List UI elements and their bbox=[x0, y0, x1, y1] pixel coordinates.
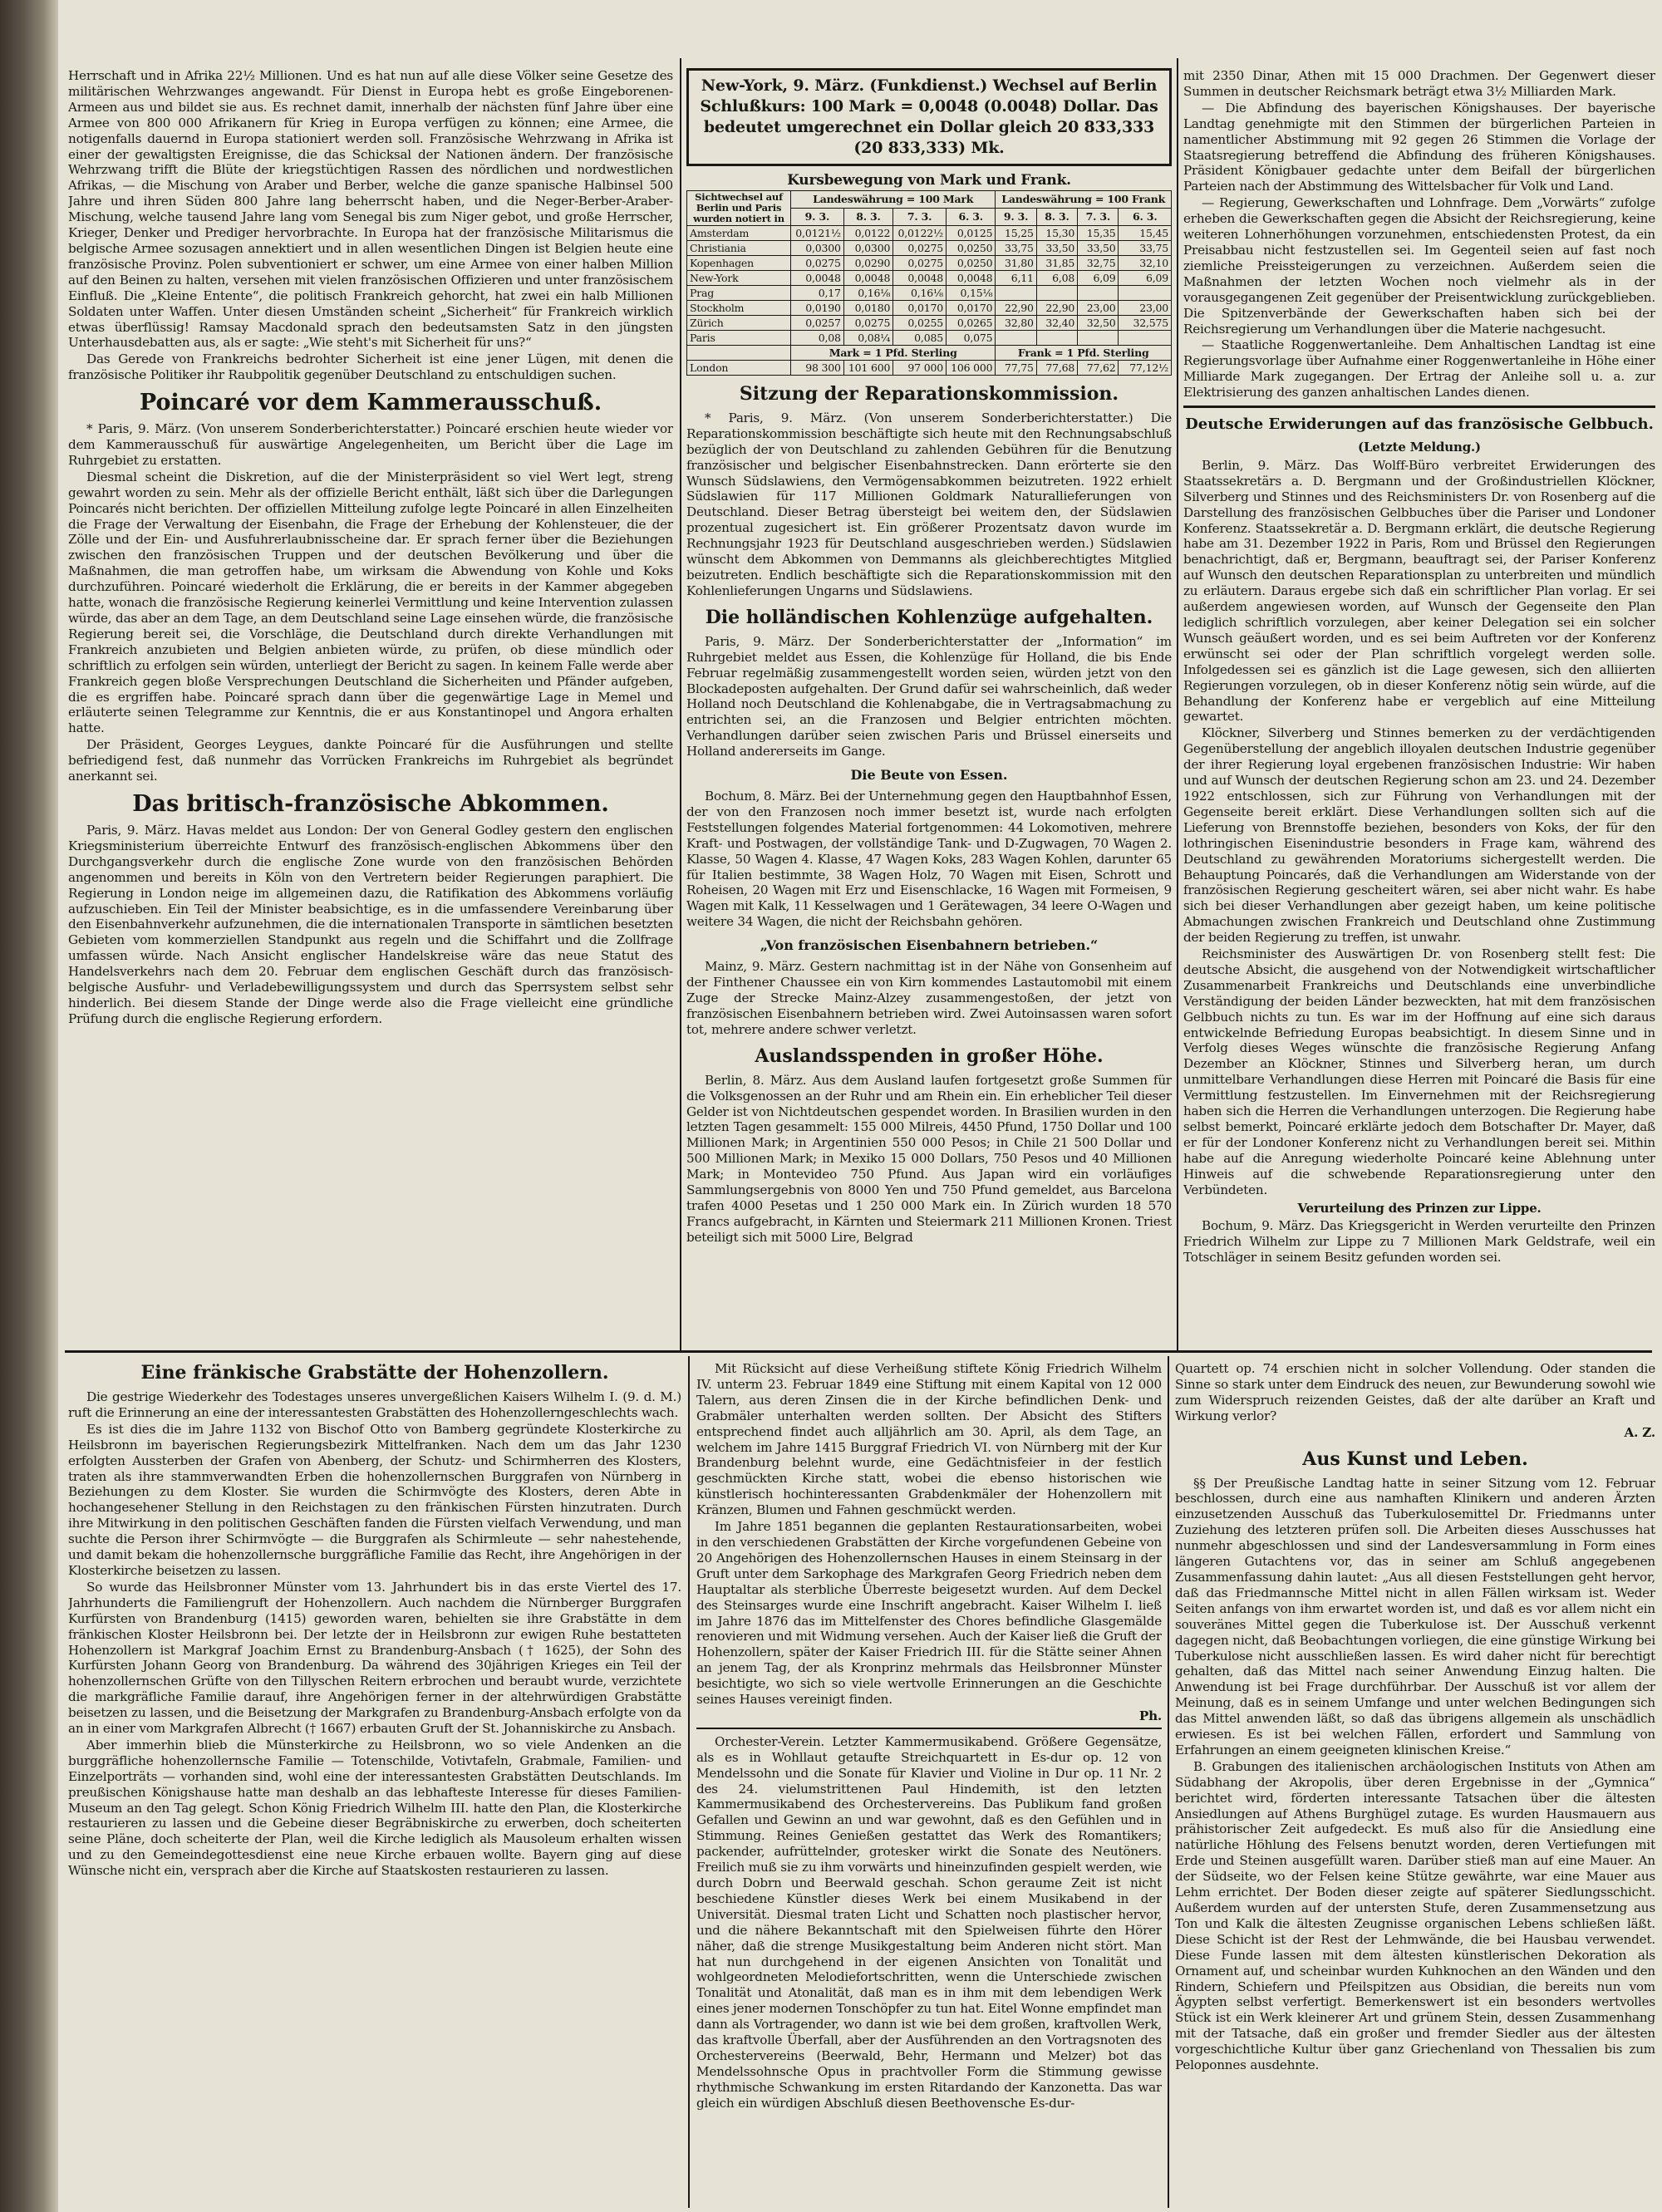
rates-cell bbox=[1119, 330, 1172, 345]
exchange-rate-box: New-York, 9. März. (Funkdienst.) Wechsel auf Berlin Schlußkurs: 100 Mark = 0,0048 (0.0048) Dollar. Das bedeutet umgerechnet ein Dollar gleich 20 833,333 (20 833,333) Mk. bbox=[686, 68, 1172, 166]
subheadline-latest-report: (Letzte Meldung.) bbox=[1358, 440, 1481, 455]
rates-cell: 32,80 bbox=[996, 315, 1036, 330]
rates-london-label: London bbox=[687, 360, 791, 375]
rates-london-cell: 77,62 bbox=[1078, 360, 1119, 375]
headline-british-french: Das britisch-französische Abkommen. bbox=[132, 790, 609, 817]
rates-cell: 32,575 bbox=[1119, 315, 1172, 330]
article-text: — Staatliche Roggenwertanleihe. Dem Anhaltischen Landtag ist eine Regierungsvorlage über Aufnahme einer Roggenwertanleihe in Höhe einer Milliarde Mark zugegangen. Der Ertrag der Anleihe soll u. a. zur Elektrisierung des ganzen anhaltischen Landes dienen. bbox=[1183, 337, 1655, 401]
rates-city: Paris bbox=[687, 330, 791, 345]
rates-date: 9. 3. bbox=[996, 208, 1036, 225]
rates-city: New-York bbox=[687, 270, 791, 285]
rates-cell bbox=[1078, 330, 1119, 345]
article-text: Paris, 9. März. Der Sonderberichterstatter der „Information“ im Ruhrgebiet meldet aus Essen, die Kohlenzüge für Holland, die bis Ende Februar regelmäßig zusammengestellt worden seien, würden jetzt von den Blockadeposten aufgehalten. Der Grund dafür sei wahrscheinlich, daß weder Holland noch Deutschland die Kohlenabgabe, die in Vertragsabmachung zu entrichten sei, an die Franzosen und Belgier entrichten möchten. Verhandlungen darüber seien zwischen Paris und Brüssel einerseits und Holland andererseits im Gange. bbox=[686, 633, 1172, 759]
rates-cell: 0,16⅛ bbox=[843, 285, 892, 300]
article-text: Orchester-Verein. Letzter Kammermusikabend. Größere Gegensätze, als es in Wohllaut getaufte Streichquartett in Es-dur op. 12 von Mendelssohn und die Sonate für Klavier und Violine in Dur op. 11 Nr. 2 des 24. vielumstrittenen Paul Hindemith, ist den letzten Kammermusikabend des Orchestervereins. Das Publikum fand großen Gefallen und Gewinn an und war gewohnt, daß es den Gefühlen und in Stimmung. Reines Genießen gestattet das Werk des Romantikers; packender, aufrüttelnder, grotesker wirkt die Sonate des Neutöners. Freilich muß sie zu ihm vorwärts und hineinzufinden gespielt werden, wie durch Dobrn und Beerwald geschah. Schon geraume Zeit ist nicht beschiedene Künstler dieses Werk bei einem Musikabend in der Universität. Diesmal traten Licht und Schatten noch plastischer hervor, und die nähere Bekanntschaft mit den Spielweisen führte den Hörer näher, daß die strenge Musikgestaltung beim Anderen nicht stört. Man hat nun durchgehend in der eigenen Ansichten von Tonalität und wohlgeordneten Melodiefortschritten, wenn die Unterschiede zwischen Tonalität und Atonalität, daß man es in ihm mit dem lebendigen Werk eines jener modernen Tonschöpfer zu tun hat. Eitel Wonne empfindet man dann als Vortragender, wo dann ist wie bei dem großen, kraftvollen Werk, das kraftvolle Überfall, aber der Ausführenden an den Vortragsnoten des Orchestervereins (Beerwald, Behr, Hermann und Melzer) bot das Mendelssohnsche Opus in prachtvoller Form die Stimmung gewisse rhythmische Schwankung im ersten Ritardando der Kanzonetta. Das war gleich ein würdigen Abschluß diesen Beethovensche Es-dur- bbox=[696, 1733, 1162, 2111]
article-text: Im Jahre 1851 begannen die geplanten Restaurationsarbeiten, wobei in den verschiedenen Grabstätten der Kirche vorgefundenen Gebeine von 20 Angehörigen des Hohenzollernschen Hauses in einem Steinsarg in der Gruft unter dem Sarkophage des Markgrafen Georg Friedrich neben dem Hauptaltar als sterbliche Überreste beigesetzt wurden. Auf dem Deckel des Steinsarges wurde eine Inschrift angebracht. Kaiser Wilhelm I. ließ im Jahre 1876 das im Mittelfenster des Chores befindliche Glasgemälde renovieren und mit Widmung versehen. Auch der Kaiser ließ die Gruft der Hohenzollern, später der Kaiser Friedrich III. für die Stätte seiner Ahnen an jenem Tag, der als Kronprinz mehrmals das Heilsbronner Münster besichtigte, wo sich so viele wertvolle Erinnerungen an die Geschichte seines Hauses vereinigt finden. bbox=[696, 1519, 1162, 1708]
rates-cell: 31,85 bbox=[1036, 255, 1077, 270]
article-text: Aber immerhin blieb die Münsterkirche zu Heilsbronn, wo so viele Andenken an die burggräfliche hohenzollernsche Familie — Totenschilde, Votivtafeln, Grabmale, Familien- und Einzelporträts — vorhanden sind, wohl eine der interessantesten Grabstätten Deutschlands. Im preußischen Königshause hatte man deshalb an das lebhafteste Interesse für dieses Familien-Museum an den Tag gelegt. Schon König Friedrich Wilhelm III. hatte den Plan, die Klosterkirche restaurieren zu lassen und die Gebeine dieser Begräbniskirche zu erwerben, doch scheiterten seine Pläne, doch scheiterte der Plan, weil die Kirche lediglich als Mausoleum erhalten wissen und zu den Gemeindegottesdienst eine neue Kirche erbauen wollte. Bayern ging auf diese Wünsche nicht ein, versprach aber die Kirche auf Staatskosten restaurieren zu lassen. bbox=[68, 1737, 681, 1879]
headline-poincare: Poincaré vor dem Kammerausschuß. bbox=[139, 390, 602, 416]
rates-cell: 32,40 bbox=[1036, 315, 1077, 330]
rates-london-cell: 98 300 bbox=[791, 360, 844, 375]
article-text: Berlin, 9. März. Das Wolff-Büro verbreitet Erwiderungen des Staatssekretärs a. D. Bergmann und der Großindustriellen Klöckner, Silverberg und Stinnes und des Reichsministers Dr. von Rosenberg auf die Darstellung des französischen Gelbbuches über die Pariser und Londoner Konferenz. Staatssekretär a. D. Bergmann erklärt, die deutsche Regierung habe am 31. Dezember 1922 in Paris, Rom und Brüssel den Regierungen benachrichtigt, daß er, Bergmann, beauftragt sei, der Pariser Konferenz auf Wunsch den deutschen Reparationsplan zu unterbreiten und mündlich zu erläutern. Daraus ergebe sich daß ein schriftlicher Plan vorlag. Er sei außerdem angewiesen worden, auf Wunsch der Gegenseite den Plan lediglich schriftlich vorzulegen, aber keiner Delegation sei ein solcher Wunsch geäußert worden, und es sei beim Auftreten vor der Konferenz erwünscht sei oder der Plan schriftlich vorgelegt werden solle. Infolgedessen sei es gänzlich ist die Lage gewesen, sich den alliierten Regierungen vorzulegen, ob in dieser Konferenz nötig sein würde, auf die Behandlung der Konferenz habe er vergeblich auf eine Mitteilung gewartet. bbox=[1183, 457, 1655, 725]
article-text: * Paris, 9. März. (Von unserem Sonderberichterstatter.) Die Reparationskommission beschäftigte sich heute mit den Rechnungsabschluß bezüglich der von Deutschland zu zahlenden Gebühren für die Benutzung französischer und belgischer Eisenbahnstrecken. Dann erörterte sie den Wunsch Südslawiens, den Vermögensabkommen beizutreten. 1922 erhielt Südslawien für 117 Millionen Goldmark Naturallieferungen von Deutschland. Dieser Betrag übersteigt bei weitem den, der Südslawien prozentual zugesichert ist. Ein größerer Prozentsatz davon wurde im Rechnungsjahr 1923 für Deutschland ausgeschrieben werden.) Südslawien wünscht dem Abkommen von Demmanns als gleichberechtigtes Mitglied beizutreten. Endlich beschäftigte sich die Reparationskommission mit den Kohlenlieferungen Ungarns und Südslawiens. bbox=[686, 410, 1172, 598]
rates-cell: 0,0300 bbox=[843, 240, 892, 255]
rates-cell bbox=[996, 285, 1036, 300]
rates-cell: 0,0275 bbox=[893, 255, 947, 270]
rates-cell: 15,35 bbox=[1078, 225, 1119, 240]
article-text: Mainz, 9. März. Gestern nachmittag ist in der Nähe von Gonsenheim auf der Finthener Chaussee ein von Kirn kommendes Lastautomobil mit einem Zuge der Strecke Mainz-Alzey zusammengestoßen, der jetzt von französischen Eisenbahnern betrieben wird. Zwei Autoinsassen waren sofort tot, mehrere andere schwer verletzt. bbox=[686, 959, 1172, 1037]
article-text: Der Präsident, Georges Leygues, dankte Poincaré für die Ausführungen und stellte befriedigend fest, daß nunmehr das Vorrücken Frankreichs im Ruhrgebiet als begründet anerkannt sei. bbox=[68, 737, 673, 784]
article-text: — Regierung, Gewerkschaften und Lohnfrage. Dem „Vorwärts“ zufolge erheben die Gewerkschaften gegen die Absicht der Reichsregierung, keine weiteren Lohnerhöhungen vorzunehmen, entschiedensten Protest, da ein Preisabbau nicht festzustellen sei. Im Gegenteil seien auf fast noch ziemliche Preissteigerungen zu verzeichnen. Außerdem seien die Maßnahmen der letzten Wochen noch vielmehr als in der vorausgegangenen Zeit gegenüber der Preisentwicklung zurückgeblieben. Die Spitzenverbände der Gewerkschaften haben sich bei der Reichsregierung um Verhandlungen über die Materie nachgesucht. bbox=[1183, 195, 1655, 337]
rates-cell: 0,08 bbox=[791, 330, 844, 345]
rates-cell: 32,50 bbox=[1078, 315, 1119, 330]
rates-date: 8. 3. bbox=[1036, 208, 1077, 225]
rates-cell: 0,0122 bbox=[843, 225, 892, 240]
column-bottom-right bbox=[1175, 1361, 1655, 2205]
article-text: Reichsminister des Auswärtigen Dr. von Rosenberg stellt fest: Die deutsche Absicht, die ausgehend von der Notwendigkeit wirtschaftlicher Zusammenarbeit Frankreichs und Deutschlands eine unverbindliche Verständigung der beiden Länder bezweckten, hat mit dem französischen Gelbbuch nichts zu tun. Es war im der Hoffnung auf eine sich daraus entwickelnde Befriedung Europas beabsichtigt. In diesem Sinne und in Verfolg dieses Weges wünschte die französische Regierung Anfang Dezember an Klöckner, Stinnes und Silverberg heran, um durch unmittelbare Verhandlungen diese Herren mit Poincaré die Basis für eine Vermittlung festzustellen. Im Einvernehmen mit der Reichsregierung haben sich die Herren die Verhandlungen unterzogen. Die Regierung habe selbst bemerkt, Poincaré erklärte jedoch dem Botschafter Dr. Mayer, daß er für der Londoner Konferenz nicht zu Verhandlungen bereit sei. Mithin habe auf die Anregung wiederholte Poincaré keine Ablehnung unter Hinweis auf die schwebende Reparationsregierung unter den Verbündeten. bbox=[1183, 946, 1655, 1197]
column-top-left bbox=[68, 68, 673, 1346]
headline-reparations: Sitzung der Reparationskommission. bbox=[739, 382, 1119, 405]
column-bottom-middle bbox=[696, 1361, 1162, 2205]
rates-cell: 6,08 bbox=[1036, 270, 1077, 285]
article-text: Es ist dies die im Jahre 1132 von Bischof Otto von Bamberg gegründete Klosterkirche zu Heilsbronn im bayerischen Regierungsbezirk Mittelfranken. Nach dem um das Jahr 1230 erfolgten Aussterben der Grafen von Abenberg, der Schutz- und Schirmherren des Klosters, traten als ihre stammverwandten Erben die hohenzollernschen Burggrafen von Nürnberg in Beziehungen zu dem Kloster. Sie wurden die Schirmvögte des Klosters, deren Abte in hochangesehener Stellung in den Reichstagen zu den fränkischen Fürsten hinzutraten. Durch ihre Mitwirkung in den politischen Geschäften fanden die Fürsten vielfach Verwendung, und man suchte die Person ihrer Schirmvögte — die Burggrafen als Schirmleute — sehr nahestehende, und damit bekam die hohenzollernsche burggräfliche Familie das Recht, ihre Angehörigen in der Klosterkirche beisetzen zu lassen. bbox=[68, 1421, 681, 1578]
rates-city: Prag bbox=[687, 285, 791, 300]
article-text: B. Grabungen des italienischen archäologischen Instituts von Athen am Südabhang der Akropolis, über deren Ergebnisse in der „Gymnica“ berichtet wird, förderten interessante Tatsachen über die ältesten Ansiedlungen auf Athens Burghügel zutage. Es wurden Hausmauern aus prähistorischer Zeit aufgedeckt. Es muß also für die Ansiedlung eine natürliche Höhlung des Felsens benutzt worden, deren Vertiefungen mit Erde und Steinen ausgefüllt waren. Darüber stieß man auf eine Mauer. An der Südseite, wo der Felsen keine Stütze gewährte, war eine Mauer aus Lehm errichtet. Der Boden dieser zeigte auf späterer Siedlungsschicht. Außerdem wurden auf der untersten Stufe, deren Zusammensetzung aus Ton und Kalk die ältesten Zeugnisse organischen Lebens schließen läßt. Diese Schicht ist der Rest der Lehmwände, die bei Hausbau verwendet. Diese Funde lassen mit dem ältesten künstlerischen Dekoration als Ornament auf, und scheinbar wurden Kuhknochen an den Wänden und den Rindern, Schiefern und Pfeilspitzen aus Obsidian, die bereits nun vom Ägypten selbst verfertigt. Bemerkenswert ist ein besonders wertvolles Stück ist ein Werk kleinerer Art und grünem Stein, dessen Zusammenhang mit der Tatsache, daß ein großer und fremder Siedler aus der ältesten vorgeschichtliche Kultur über ganz Griechenland von Thessalien bis zum Peloponnes ausdehnte. bbox=[1175, 1758, 1655, 2073]
article-text: mit 2350 Dinar, Athen mit 15 000 Drachmen. Der Gegenwert dieser Summen in deutscher Reichsmark beträgt etwa 3½ Milliarden Mark. bbox=[1183, 68, 1655, 99]
rates-cell: 0,0250 bbox=[946, 240, 995, 255]
column-bottom-left bbox=[68, 1361, 681, 2205]
rates-cell: 0,0048 bbox=[893, 270, 947, 285]
rates-city: Zürich bbox=[687, 315, 791, 330]
rates-table bbox=[686, 190, 1172, 376]
rates-date: 7. 3. bbox=[893, 208, 947, 225]
rates-group-frank: Landeswährung = 100 Frank bbox=[996, 190, 1172, 208]
column-top-middle bbox=[686, 68, 1172, 1346]
article-text: So wurde das Heilsbronner Münster vom 13. Jahrhundert bis in das erste Viertel des 17. Jahrhunderts die Familiengruft der Hohenzollern. Auch nachdem die Nürnberger Burggrafen Kurfürsten von Brandenburg (1415) geworden waren, behielten sie ihre Grabstätte in dem fränkischen Kloster Heilsbronn bei. Der letzte der in Heilsbronn zur ewigen Ruhe bestatteten Hohenzollern ist Markgraf Joachim Ernst zu Brandenburg-Ansbach († 1625), der Sohn des Kurfürsten Johann Georg von Brandenburg. Da während des 30jährigen Krieges ein Teil der hohenzollernschen Grüfte von den Tillyschen Reitern erbrochen und beraubt wurde, verzichtete die markgräfliche Familie darauf, ihre Angehörigen ferner in der altehrwürdigen Grabstätte beisetzen zu lassen, und die Beisetzung der Markgrafen zu Brandenburg-Ansbach erfolgte von da an in einer vom Markgrafen Albrecht († 1667) erbauten Gruft der St. Johanniskirche zu Ansbach. bbox=[68, 1579, 681, 1737]
rates-cell: 0,085 bbox=[893, 330, 947, 345]
rates-london-cell: 97 000 bbox=[893, 360, 947, 375]
headline-holland-coal: Die holländischen Kohlenzüge aufgehalten. bbox=[705, 606, 1153, 628]
rates-cell: 0,0180 bbox=[843, 300, 892, 315]
rates-cell bbox=[996, 330, 1036, 345]
rates-cell: 0,0250 bbox=[946, 255, 995, 270]
headline-mainz: „Von französischen Eisenbahnern betrieben.“ bbox=[760, 937, 1099, 954]
author-signature: Ph. bbox=[1138, 1708, 1162, 1723]
column-rule bbox=[1168, 1356, 1169, 2208]
headline-german-replies: Deutsche Erwiderungen auf das französische Gelbbuch. bbox=[1185, 415, 1654, 434]
rates-cell: 0,0048 bbox=[946, 270, 995, 285]
rates-cell: 0,17 bbox=[791, 285, 844, 300]
rates-cell: 33,50 bbox=[1036, 240, 1077, 255]
rates-cell: 6,09 bbox=[1119, 270, 1172, 285]
rates-row bbox=[687, 315, 1172, 330]
rates-group-mark: Landeswährung = 100 Mark bbox=[791, 190, 996, 208]
rates-footer-empty bbox=[687, 345, 791, 360]
article-text: — Die Abfindung des bayerischen Königshauses. Der bayerische Landtag genehmigte mit den Stimmen der bürgerlichen Parteien in namentlicher Abstimmung mit 92 gegen 26 Stimmen die Vorlage der Staatsregierung betreffend die Abfindung des früheren Königshauses. Präsident Königbauer gedachte unter dem Beifall der bürgerlichen Parteien nach der Abstimmung des Wittelsbacher für Volk und Land. bbox=[1183, 100, 1655, 194]
rates-cell: 15,30 bbox=[1036, 225, 1077, 240]
rates-cell: 32,10 bbox=[1119, 255, 1172, 270]
rates-cell: 0,0300 bbox=[791, 240, 844, 255]
article-text: Paris, 9. März. Havas meldet aus London: Der von General Godley gestern den englischen Kriegsministerium überreichte Entwurf des französisch-englischen Abkommens über den Durchgangsverkehr durch die englische Zone wurde von den französischen Behörden angenommen und bereits in Köln von den Vertretern beider Regierungen paraphiert. Die Regierung in London neige im allgemeinen dazu, die Ratifikation des Abkommens vorläufig aufzuschieben. Ein Teil der Minister beabsichtige, es in die umfassendere Vereinbarung über den Eisenbahnverkehr aufzunehmen, die die internationalen Transporte in sämtlichen besetzten Gebieten vom kommerziellen Standpunkt aus regeln und die Schiffahrt und die Zollfrage umfassen würde. Nach Ansicht englischer Handelskreise wäre das neue Statut des Handelsverkehrs nach dem 20. Februar dem englischen Geschäft durch das französisch-belgische Ausfuhr- und Verladebewilligungssystem und durch das Sperrsystem selbst sehr hinderlich. Bei diesem Stande der Dinge werde also die Frage vielleicht eine gründliche Prüfung durch die englische Regierung erfordern. bbox=[68, 822, 673, 1026]
rates-city: Kopenhagen bbox=[687, 255, 791, 270]
rates-date: 8. 3. bbox=[843, 208, 892, 225]
article-text: Bochum, 9. März. Das Kriegsgericht in Werden verurteilte den Prinzen Friedrich Wilhelm zur Lippe zu 7 Millionen Mark Geldstrafe, weil ein Totschläger in seinem Besitz gefunden worden sei. bbox=[1183, 1218, 1655, 1266]
article-text: Quartett op. 74 erschien nicht in solcher Vollendung. Oder standen die Sinne so stark unter dem Eindruck des neuen, zur Bewunderung sowohl wie zum Widerspruch reizenden Geistes, daß der alte darüber an Kraft und Wirkung verlor? bbox=[1175, 1361, 1655, 1423]
rates-cell: 6,11 bbox=[996, 270, 1036, 285]
article-text: * Paris, 9. März. (Von unserem Sonderberichterstatter.) Poincaré erschien heute wieder vor dem Kammerausschuß für auswärtige Angelegenheiten, um Bericht über die Lage im Ruhrgebiet zu erstatten. bbox=[68, 421, 673, 468]
rates-cell: 0,0190 bbox=[791, 300, 844, 315]
rates-cell: 23,00 bbox=[1119, 300, 1172, 315]
rates-cell: 33,75 bbox=[996, 240, 1036, 255]
rates-london-cell: 77,68 bbox=[1036, 360, 1077, 375]
rates-cell: 0,0121½ bbox=[791, 225, 844, 240]
rates-row bbox=[687, 300, 1172, 315]
headline-art-and-life: Aus Kunst und Leben. bbox=[1302, 1448, 1528, 1470]
rates-london-cell: 77,12½ bbox=[1119, 360, 1172, 375]
article-text: Die gestrige Wiederkehr des Todestages unseres unvergeßlichen Kaisers Wilhelm I. (9. d. M.) ruft die Erinnerung an eine der interessantesten Grabstätten des Hohenzollerngeschlechts wach. bbox=[68, 1389, 681, 1420]
rates-date: 6. 3. bbox=[946, 208, 995, 225]
rates-cell: 0,15⅛ bbox=[946, 285, 995, 300]
rates-city: Stockholm bbox=[687, 300, 791, 315]
article-text: Klöckner, Silverberg und Stinnes bemerken zu der verdächtigenden Gegenüberstellung der angeblich illoyalen deutschen Industrie gegenüber der ihrer Regierung loyal ergebenen französischen Industrie: Wir haben und auf Wunsch der deutschen Regierung schon am 23. und 24. Dezember 1922 entschlossen, sich zur Führung von Verhandlungen mit der Gegenseite bereit erklärt. Diese Verhandlungen sollten sich auf die Lieferung von Brennstoffe beziehen, besonders von Koks, der für den lothringischen Eisenindustrie besonders in Frage kam, während des Deutschland zu gewährenden Moratoriums sichergestellt werden. Die Behauptung Poincarés, daß die Verhandlungen am Widerstande von der französischen Regierung gescheitert wären, sei aber nicht wahr. Es habe sich bei dieser Verhandlungen aber gezeigt haben, um keine politische Abmachungen zwischen Frankreich und Deutschland ohne Zustimmung der beiden Regierung zu treffen, ist unwahr. bbox=[1183, 725, 1655, 946]
section-divider bbox=[65, 1350, 1652, 1353]
rates-cell: 0,0170 bbox=[946, 300, 995, 315]
rates-cell: 0,0255 bbox=[893, 315, 947, 330]
rates-sterling-mark: Mark = 1 Pfd. Sterling bbox=[791, 345, 996, 360]
rates-cell: 0,16⅛ bbox=[893, 285, 947, 300]
rates-row bbox=[687, 240, 1172, 255]
rates-cell: 0,08¼ bbox=[843, 330, 892, 345]
rates-cell: 33,50 bbox=[1078, 240, 1119, 255]
rates-date: 9. 3. bbox=[791, 208, 844, 225]
headline-lippe: Verurteilung des Prinzen zur Lippe. bbox=[1297, 1200, 1542, 1216]
rates-cell: 0,0290 bbox=[843, 255, 892, 270]
headline-donations: Auslandsspenden in großer Höhe. bbox=[755, 1045, 1104, 1067]
rates-cell bbox=[1119, 285, 1172, 300]
rates-cell: 33,75 bbox=[1119, 240, 1172, 255]
rates-london-cell: 101 600 bbox=[843, 360, 892, 375]
rates-row bbox=[687, 225, 1172, 240]
column-rule bbox=[1177, 58, 1178, 1350]
author-signature: A. Z. bbox=[1624, 1424, 1655, 1440]
rates-city: Amsterdam bbox=[687, 225, 791, 240]
rates-london-cell: 77,75 bbox=[996, 360, 1036, 375]
rates-date: 6. 3. bbox=[1119, 208, 1172, 225]
rates-sterling-frank: Frank = 1 Pfd. Sterling bbox=[996, 345, 1172, 360]
rates-cell: 15,45 bbox=[1119, 225, 1172, 240]
column-rule bbox=[680, 58, 681, 1350]
rates-cell bbox=[1078, 285, 1119, 300]
rates-cell: 0,0122½ bbox=[893, 225, 947, 240]
article-text: Herrschaft und in Afrika 22½ Millionen. Und es hat nun auf alle diese Völker seine Gesetze des militärischen Wehrzwanges angewandt. Für Dienst in Europa hebt es große Eingeborenen-Armeen aus und bildet sie aus. Es rechnet damit, innerhalb der nächsten fünf Jahre über eine Armee von 800 000 Afrikanern für Krieg in Europa verfügen zu können; eine Armee, die notigenfalls dauernd in Europa stationiert werden soll. Französische Wehrzwang in Afrika ist einer der gewaltigsten Ereignisse, die das Schicksal der Nationen ändern. Der französische Wehrzwang trifft die Blüte der kriegstüchtigen Rassen des nördlichen und nordwestlichen Afrikas, — die Mischung von Araber und Berber, welche die ganze spanische Halbinsel 500 Jahre und ihren Süden 800 Jahre lang beherrscht haben, und die Neger-Berber-Araber-Mischung, welche tausend Jahre lang vom Senegal bis zum Niger gebot, und große Herrscher, Krieger, Denker und Prediger hervorbrachte. In Europa hat der französische Militarismus die belgische Armee sozusagen annektiert und in allen wesentlichen Dingen ist Belgien heute eine französische Provinz. Polen subventioniert er schwer, um eine Armee von einer halben Million auf den Beinen zu halten, versehen mit vielen französischen Offizieren und unter französischem Einfluß. Die „Kleine Entente“, die politisch Frankreich gehorcht, hat zwei ein halb Millionen Soldaten unter Waffen. Unter diesen Umständen scheint „Sicherheit“ für Frankreich wirklich etwas überflüssig! Ramsay Macdonald sprach den bedeutsamsten Satz in den jüngsten Unterhausdebatten aus, als er sagte: „Wie steht's mit Sicherheit für uns?“ bbox=[68, 68, 673, 351]
article-text: §§ Der Preußische Landtag hatte in seiner Sitzung vom 12. Februar beschlossen, durch eine aus namhaften Klinikern und anderen Ärzten einzusetzenden Ausschuß das Tuberkulosemittel Dr. Friedmanns unter Zuziehung des letzteren prüfen soll. Die Arbeiten dieses Ausschusses hat nunmehr abgeschlossen und sind der Landesversammlung in Form eines längeren Gutachtens vor, das in seiner am Schluß angegebenen Zusammenfassung dahin lautet: „Aus all diesen Feststellungen geht hervor, daß das Friedmannsche Mittel nicht in allen Fällen wirksam ist. Weder Seiten anfangs von ihm erwartet worden ist, und daß es vor allem nicht ein souveränes Mittel gegen die Tuberkulose ist. Der Ausschuß verkennt dagegen nicht, daß Beobachtungen vorliegen, die eine günstige Wirkung bei Tuberkulose nicht ausschließen lassen. Es wird daher nicht für berechtigt gehalten, daß das Mittel nach seiner Anwendung Einzug halten. Die Anwendung ist bei Frage durchführbar. Der Ausschuß ist vor allem der Meinung, daß es in seinem Umfange und unter welchen Bedingungen sich das Mittel anwenden läßt, so daß das übrigens allgemein als unschädlich erwiesen. Es ist bei welchen Fällen, erfordert und Sammlung von Erfahrungen an einem geeigneten klinischen Kreise.“ bbox=[1175, 1475, 1655, 1757]
rates-cell: 31,80 bbox=[996, 255, 1036, 270]
rates-cell: 0,0048 bbox=[843, 270, 892, 285]
rates-cell: 0,0125 bbox=[946, 225, 995, 240]
rates-cell: 6,09 bbox=[1078, 270, 1119, 285]
book-binding-shadow bbox=[0, 0, 58, 2212]
rates-table-body bbox=[687, 225, 1172, 345]
rates-cell: 22,90 bbox=[1036, 300, 1077, 315]
rates-cell: 0,0275 bbox=[791, 255, 844, 270]
divider bbox=[696, 1728, 1162, 1729]
rates-table-caption: Kursbewegung von Mark und Frank. bbox=[787, 172, 1071, 189]
rates-london-cell: 106 000 bbox=[946, 360, 995, 375]
rates-row bbox=[687, 270, 1172, 285]
rates-col-city: Sichtwechsel auf Berlin und Paris wurden notiert in bbox=[687, 190, 791, 225]
rates-cell: 0,0170 bbox=[893, 300, 947, 315]
article-text: Berlin, 8. März. Aus dem Ausland laufen fortgesetzt große Summen für die Volksgenossen an der Ruhr und am Rhein ein. Ein erheblicher Teil dieser Gelder ist von Nichtdeutschen gespendet worden. In Brasilien wurden in den letzten Tagen gesammelt: 155 000 Milreis, 4450 Pfund, 1750 Dollar und 100 Millionen Mark; in Argentinien 550 000 Pesos; in Chile 21 500 Dollar und 500 Millionen Mark; in Mexiko 15 000 Dollars, 750 Pesos und 40 Millionen Mark; in Montevideo 750 Pfund. Aus Japan wird ein vorläufiges Sammlungsergebnis von 8000 Yen und 750 Pfund gemeldet, aus Barcelona trafen 4000 Pesetas und 1 250 000 Mark ein. In Zürich wurden 18 570 Francs aufgebracht, in Kärnten und Steiermark 211 Millionen Kronen. Triest beteiligt sich mit 5000 Lire, Belgrad bbox=[686, 1072, 1172, 1245]
headline-hohenzollern-grave: Eine fränkische Grabstätte der Hohenzollern. bbox=[140, 1362, 609, 1384]
headline-essen: Die Beute von Essen. bbox=[850, 767, 1008, 784]
rates-date: 7. 3. bbox=[1078, 208, 1119, 225]
rates-row bbox=[687, 255, 1172, 270]
rates-cell bbox=[1036, 330, 1077, 345]
rates-cell: 0,0275 bbox=[843, 315, 892, 330]
rates-row bbox=[687, 285, 1172, 300]
article-text: Das Gerede von Frankreichs bedrohter Sicherheit ist eine jener Lügen, mit denen die französische Politiker ihr Raubpolitik gegenüber Deutschland zu entschuldigen suchen. bbox=[68, 351, 673, 383]
rates-city: Christiania bbox=[687, 240, 791, 255]
article-text: Diesmal scheint die Diskretion, auf die der Ministerpräsident so viel Wert legt, streng gewahrt worden zu sein. Mehr als der offizielle Bericht enthält, läßt sich über die Darlegungen Poincarés nicht berichten. Der offiziellen Mitteilung zufolge legte Poincaré in allen Einzelheiten die Frage der Verwaltung der Eisenbahn, die Frage der Erhebung der Kohlensteuer, die der Zölle und der Ein- und Ausfuhrerlaubnisscheine dar. Er sprach ferner über die Beziehungen zwischen den französischen Truppen und der deutschen Bevölkerung und über die Maßnahmen, die man getroffen habe, um wirksam die Abwendung von Kohle und Koks durchzuführen. Poincaré wiederholt die Erklärung, die er bereits in der Kammer abgegeben hatte, wonach die französische Regierung keinerlei Vermittlung und keine Intervention zulassen würde, das aber an dem Tage, an dem Deutschland seine Lage einsehen würde, die französische Regierung bereit sei, die Vorschläge, die Deutschland durch direkte Verhandlungen mit Frankreich anzubieten und Belgien anbieten würde, zu prüfen, ob diese mündlich oder schriftlich zu erfolgen sein würden, unterliegt der Bericht zu sagen. In keinem Falle werde aber Frankreich gegen bloße Versprechungen Deutschland die Sicherheiten und Pfänder aufgeben, die es ergriffen habe. Poincaré sprach dann über die gegenwärtige Lage in Memel und erläuterte seinen Telegramme zur Kenntnis, die er aus Konstantinopel und Angora erhalten hatte. bbox=[68, 469, 673, 736]
article-text: Mit Rücksicht auf diese Verheißung stiftete König Friedrich Wilhelm IV. unterm 23. Februar 1849 eine Stiftung mit einem Kapital von 12 000 Talern, aus deren Zinsen die in der Kirche befindlichen Denk- und Grabmäler unterhalten werden sollten. Der Absicht des Stifters entsprechend findet auch alljährlich am 30. April, als dem Tage, an welchem im Jahre 1415 Burggraf Friedrich VI. von Nürnberg mit der Kur Brandenburg belehnt wurde, eine Gedächtnisfeier in der festlich geschmückten Kirche statt, wobei die ebenso historischen wie künstlerisch hochinteressanten Grabdenkmäler der Hohenzollern mit Kränzen, Blumen und Fahnen geschmückt werden. bbox=[696, 1361, 1162, 1518]
divider bbox=[1183, 406, 1655, 408]
rates-cell: 0,075 bbox=[946, 330, 995, 345]
column-top-right bbox=[1183, 68, 1655, 1346]
rates-cell: 0,0265 bbox=[946, 315, 995, 330]
article-text: Bochum, 8. März. Bei der Unternehmung gegen den Hauptbahnhof Essen, der von den Franzosen noch immer besetzt ist, wurde nach erfolgten Feststellungen folgendes Material fortgenommen: 44 Lokomotiven, mehrere Kraft- und Postwagen, der vollständige Tank- und D-Zugwagen, 70 Wagen 2. Klasse, 50 Wagen 4. Klasse, 47 Wagen Koks, 283 Wagen Kohlen, darunter 65 für Italien bestimmte, 38 Wagen Holz, 70 Wagen mit Eisen, Schrott und Roheisen, 20 Wagen mit Erz und Eisenschlacke, 16 Wagen mit Formeisen, 9 Wagen mit Kalk, 11 Kesselwagen und 1 Gerätewagen, 34 leere O-Wagen und weitere 34 Wagen, die nicht der Reichsbahn gehören. bbox=[686, 789, 1172, 930]
rates-cell: 22,90 bbox=[996, 300, 1036, 315]
rates-cell: 0,0257 bbox=[791, 315, 844, 330]
rates-cell: 23,00 bbox=[1078, 300, 1119, 315]
rates-cell: 0,0048 bbox=[791, 270, 844, 285]
rates-cell: 0,0275 bbox=[893, 240, 947, 255]
rates-row bbox=[687, 330, 1172, 345]
rates-cell: 15,25 bbox=[996, 225, 1036, 240]
column-rule bbox=[688, 1356, 690, 2208]
rates-cell bbox=[1036, 285, 1077, 300]
rates-cell: 32,75 bbox=[1078, 255, 1119, 270]
